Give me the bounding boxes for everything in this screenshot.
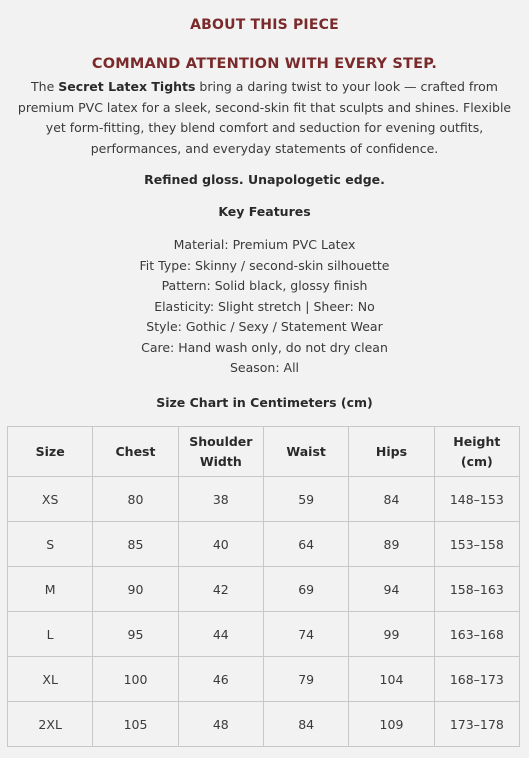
feature-item: Season: All — [229, 360, 300, 375]
cell-shoulder-width: 38 — [178, 477, 263, 522]
cell-chest: 105 — [93, 702, 178, 747]
intro-lead: The — [31, 79, 59, 94]
cell-height: 148–153 — [434, 477, 519, 522]
table-row — [8, 702, 520, 747]
cell-height: 173–178 — [434, 702, 519, 747]
table-row — [8, 612, 520, 657]
cell-shoulder-width: 48 — [178, 702, 263, 747]
cell-shoulder-width: 44 — [178, 612, 263, 657]
cell-shoulder-width: 42 — [178, 567, 263, 612]
table-row — [8, 477, 520, 522]
cell-hips: 84 — [349, 477, 434, 522]
cell-waist: 79 — [263, 657, 348, 702]
cell-size: M — [8, 567, 93, 612]
feature-item: Pattern: Solid black, glossy finish — [161, 278, 368, 293]
section-title: ABOUT THIS PIECE — [190, 17, 339, 33]
cell-hips: 89 — [349, 522, 434, 567]
key-features-list — [0, 235, 529, 379]
feature-item: Elasticity: Slight stretch | Sheer: No — [154, 298, 375, 314]
size-chart-table — [7, 426, 520, 747]
cell-waist: 59 — [263, 477, 348, 522]
intro-body: bring a daring twist to your look — crafted from premium PVC latex for a sleek, second-skin fit that sculpts and shines. Flexible yet form-fitting, they blend comfort and seduction for evening outfits, performances, and everyday statements of confidence. — [17, 79, 512, 156]
feature-item: Care: Hand wash only, do not dry clean — [141, 339, 388, 355]
table-row — [8, 657, 520, 702]
cell-waist: 64 — [263, 522, 348, 567]
cell-hips: 99 — [349, 612, 434, 657]
cell-shoulder-width: 46 — [178, 657, 263, 702]
cell-chest: 100 — [93, 657, 178, 702]
header-waist: Waist — [263, 427, 348, 477]
headline: COMMAND ATTENTION WITH EVERY STEP. — [91, 56, 438, 72]
intro-paragraph — [8, 77, 521, 159]
cell-size: XS — [8, 477, 93, 522]
table-row — [8, 522, 520, 567]
cell-height: 153–158 — [434, 522, 519, 567]
tagline: Refined gloss. Unapologetic edge. — [144, 172, 385, 187]
cell-chest: 80 — [93, 477, 178, 522]
cell-hips: 104 — [349, 657, 434, 702]
cell-size: S — [8, 522, 93, 567]
key-features-title: Key Features — [218, 204, 311, 219]
feature-item: Style: Gothic / Sexy / Statement Wear — [146, 319, 383, 334]
table-row — [8, 567, 520, 612]
feature-item: Fit Type: Skinny / second-skin silhouette — [139, 257, 390, 273]
cell-height: 168–173 — [434, 657, 519, 702]
header-hips: Hips — [349, 427, 434, 477]
cell-shoulder-width: 40 — [178, 522, 263, 567]
feature-item: Material: Premium PVC Latex — [173, 237, 356, 252]
cell-chest: 95 — [93, 612, 178, 657]
header-shoulder-width: Shoulder Width — [178, 427, 263, 477]
table-header-row — [8, 427, 520, 477]
cell-waist: 74 — [263, 612, 348, 657]
cell-hips: 109 — [349, 702, 434, 747]
header-size: Size — [8, 427, 93, 477]
cell-hips: 94 — [349, 567, 434, 612]
cell-chest: 85 — [93, 522, 178, 567]
cell-height: 158–163 — [434, 567, 519, 612]
header-chest: Chest — [93, 427, 178, 477]
cell-size: 2XL — [8, 702, 93, 747]
size-chart-title: Size Chart in Centimeters (cm) — [156, 395, 373, 410]
header-height: Height (cm) — [434, 427, 519, 477]
cell-height: 163–168 — [434, 612, 519, 657]
cell-chest: 90 — [93, 567, 178, 612]
cell-size: L — [8, 612, 93, 657]
product-name: Secret Latex Tights — [58, 79, 196, 94]
cell-waist: 84 — [263, 702, 348, 747]
cell-size: XL — [8, 657, 93, 702]
cell-waist: 69 — [263, 567, 348, 612]
